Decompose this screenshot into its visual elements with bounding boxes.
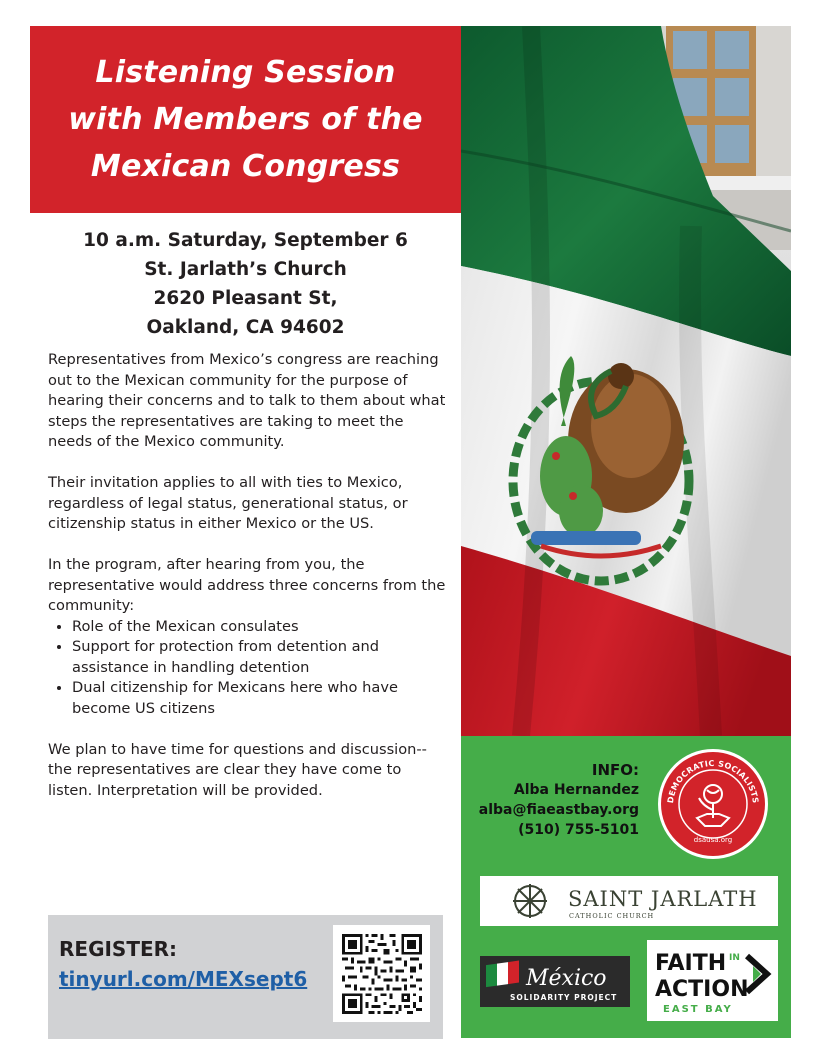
contact-email[interactable]: alba@fiaeastbay.org <box>478 802 639 818</box>
program-paragraph: In the program, after hearing from you, the representative would address three concerns from the community: <box>48 556 446 614</box>
event-title <box>68 49 422 190</box>
fia-line1: FAITH <box>655 951 727 976</box>
event-city: Oakland, CA 94602 <box>146 317 345 338</box>
mexico-flag-photo <box>461 26 791 736</box>
title-line: Mexican Congress <box>90 149 401 184</box>
dsa-arc-text: DEMOCRATIC SOCIALISTS <box>666 758 760 804</box>
event-datetime: 10 a.m. Saturday, September 6 <box>83 230 408 251</box>
event-details <box>30 226 461 342</box>
register-link[interactable]: tinyurl.com/MEXsept6 <box>59 967 308 991</box>
register-box <box>48 915 443 1039</box>
fia-line2: ACTION <box>655 977 749 1002</box>
dsa-logo <box>657 748 769 860</box>
saint-jarlath-logo <box>480 876 778 926</box>
title-banner <box>30 26 461 213</box>
info-title: INFO: <box>591 761 639 779</box>
title-line: Listening Session <box>95 55 396 90</box>
title-line: with Members of the <box>68 102 423 137</box>
mex-sub: SOLIDARITY PROJECT <box>510 993 618 1002</box>
mexico-solidarity-logo <box>480 956 630 1007</box>
faith-in-action-logo <box>647 940 778 1021</box>
arrow-icon <box>747 956 767 992</box>
sponsors-panel <box>461 736 791 1038</box>
wheel-cross-icon <box>513 884 547 918</box>
list-item: • Role of the Mexican consulates <box>72 617 448 638</box>
stj-name: SAINT JARLATH <box>568 887 758 911</box>
dsa-url: dsausa.org <box>693 836 733 844</box>
concerns-list <box>48 617 448 720</box>
list-item: • Dual citizenship for Mexicans here who have become US citizens <box>72 678 448 719</box>
event-street: 2620 Pleasant St, <box>153 288 338 309</box>
closing-paragraph: We plan to have time for questions and discussion--the representatives are clear they have come to listen. Interpretation will be provided. <box>48 740 427 799</box>
contact-name: Alba Hernandez <box>513 782 639 798</box>
intro-paragraph: Representatives from Mexico’s congress are reaching out to the Mexican community for the purpose of hearing their concerns and to talk to them about what steps the representatives are taking to meet the needs of the Mexico community. <box>48 351 446 450</box>
stj-sub: CATHOLIC CHURCH <box>569 912 655 920</box>
invitation-paragraph: Their invitation applies to all with ties to Mexico, regardless of legal status, generational status, or citizenship status in either Mexico or the US. <box>48 474 408 532</box>
list-item: • Support for protection from detention and assistance in handling detention <box>72 637 448 678</box>
mexico-flag-icon <box>486 961 519 988</box>
body-copy <box>48 350 448 822</box>
fia-line3: EAST BAY <box>663 1004 733 1015</box>
contact-info <box>461 760 639 840</box>
register-label: REGISTER: <box>59 937 178 961</box>
contact-phone: (510) 755-5101 <box>518 822 639 838</box>
qr-code-icon[interactable] <box>333 925 430 1022</box>
event-venue: St. Jarlath’s Church <box>144 259 347 280</box>
fia-in: IN <box>729 953 740 963</box>
mex-name: México <box>526 966 607 991</box>
